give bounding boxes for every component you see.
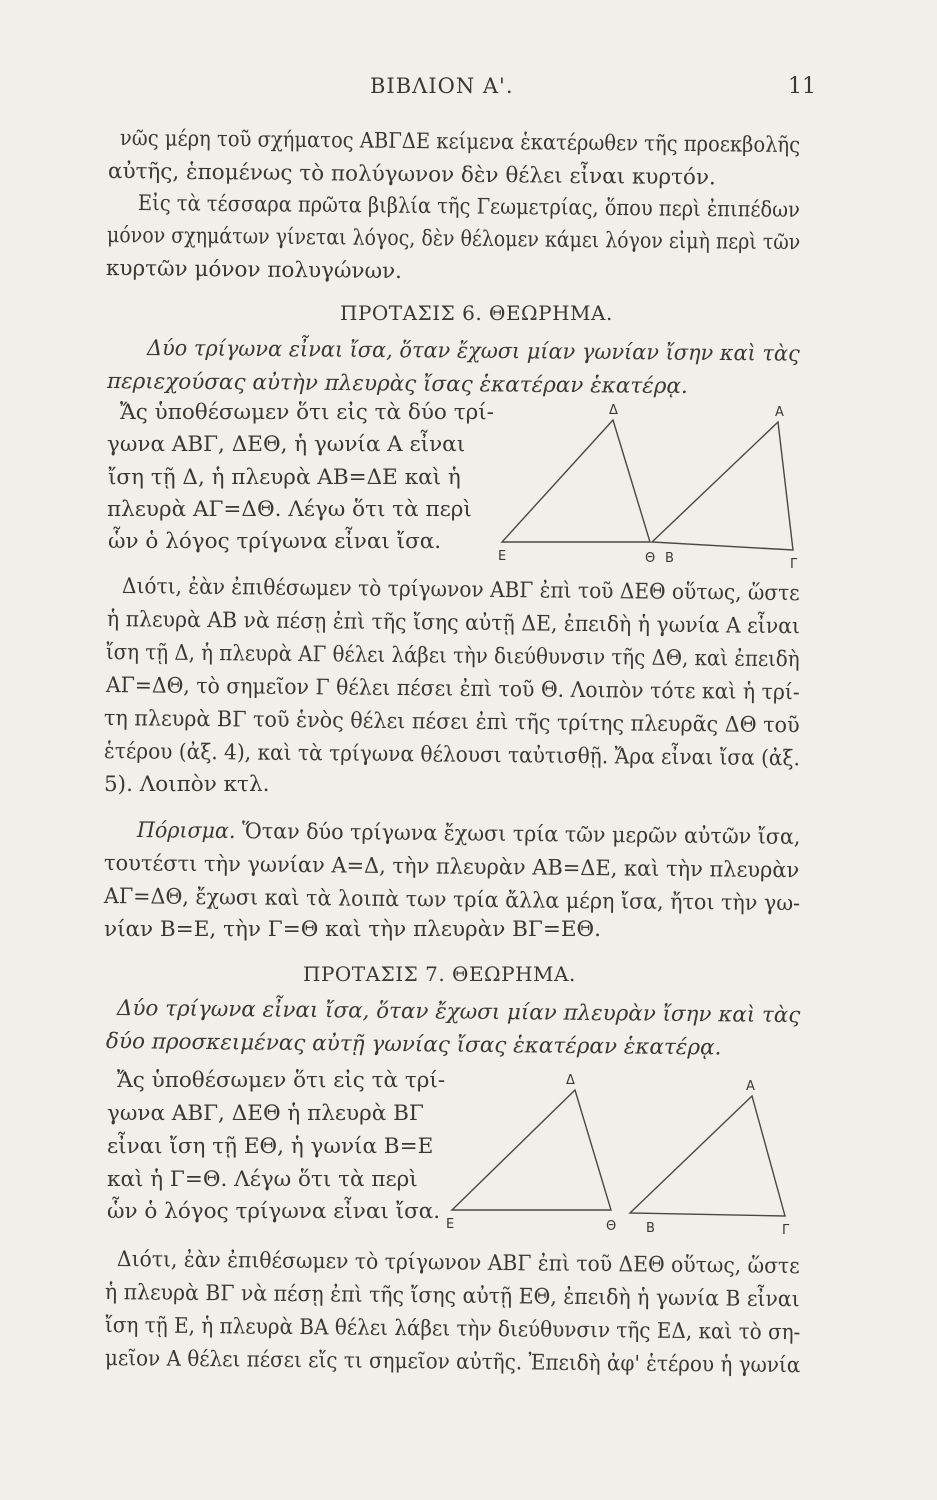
- text-line: κυρτῶν μόνον πολυγώνων.: [105, 256, 403, 285]
- hypothesis-line: ὧν ὁ λόγος τρίγωνα εἶναι ἴσα.: [108, 529, 442, 554]
- proof-line: Διότι, ἐὰν ἐπιθέσωμεν τὸ τρίγωνον ΑΒΓ ἐπὶ τοῦ ΔΕΘ οὕτως, ὥστε: [116, 1247, 800, 1280]
- vertex-label-G: Γ: [782, 1223, 790, 1238]
- vertex-label-D: Δ: [566, 1073, 575, 1088]
- corollary-text: Ὅταν δύο τρίγωνα ἔχωσι τρία τῶν μερῶν αὐτῶν ἴσα,: [241, 819, 801, 850]
- corollary-line: ΑΓ=ΔΘ, ἔχωσι καὶ τὰ λοιπὰ των τρία ἄλλα μέρη ἴσα, ἤτοι τὴν γω-: [103, 884, 801, 917]
- text-line: Εἰς τὰ τέσσαρα πρῶτα βιβλία τῆς Γεωμετρίας, ὅπου περὶ ἐπιπέδων: [137, 191, 800, 223]
- proposition-6-heading: ΠΡΟΤΑΣΙΣ 6. ΘΕΩΡΗΜΑ.: [340, 301, 613, 325]
- proof-line: ἴση τῇ Δ, ἡ πλευρὰ ΑΓ θέλει λάβει τὴν διεύθυνσιν τῆς ΔΘ, καὶ ἐπειδὴ: [105, 640, 800, 673]
- hypothesis-line: ἴση τῇ Δ, ἡ πλευρὰ ΑΒ=ΔΕ καὶ ἡ: [108, 465, 461, 490]
- proof-line: Διότι, ἐὰν ἐπιθέσωμεν τὸ τρίγωνον ΑΒΓ ἐπὶ τοῦ ΔΕΘ οὕτως, ὥστε: [121, 574, 800, 607]
- corollary-label: Πόρισμα.: [136, 818, 236, 845]
- text-line: νῶς μέρη τοῦ σχήματος ΑΒΓΔΕ κείμενα ἑκατέρωθεν τῆς προεκβολῆς: [119, 126, 801, 159]
- corollary-line: τουτέστι τὴν γωνίαν Α=Δ, τὴν πλευρὰν ΑΒ=ΔΕ, καὶ τὴν πλευρὰν: [103, 851, 800, 884]
- vertex-label-D: Δ: [609, 403, 618, 418]
- proof-line: ἑτέρου (ἀξ. 4), καὶ τὰ τρίγωνα θέλουσι ταὐτισθῇ. Ἄρα εἶναι ἴσα (ἀξ.: [103, 739, 801, 772]
- proof-line: ἡ πλευρὰ ΑΒ νὰ πέσῃ ἐπὶ τῆς ἴσης αὐτῇ ΔΕ, ἐπειδὴ ἡ γωνία Α εἶναι: [106, 607, 801, 640]
- hypothesis-line: καὶ ἡ Γ=Θ. Λέγω ὅτι τὰ περὶ: [107, 1167, 418, 1192]
- hypothesis-line: πλευρὰ ΑΓ=ΔΘ. Λέγω ὅτι τὰ περὶ: [107, 497, 472, 522]
- vertex-label-B: Β: [646, 1221, 655, 1236]
- proof-line: ΑΓ=ΔΘ, τὸ σημεῖον Γ θέλει πέσει ἐπὶ τοῦ Θ. Λοιπὸν τότε καὶ ἡ τρί-: [105, 673, 800, 706]
- proof-line: μεῖον Α θέλει πέσει εἴς τι σημεῖον αὐτῆς. Ἐπειδὴ ἀφ' ἑτέρου ἡ γωνία: [104, 1346, 801, 1379]
- hypothesis-line: Ἄς ὑποθέσωμεν ὅτι εἰς τὰ τρί-: [117, 1068, 446, 1093]
- vertex-label-TH: Θ: [606, 1219, 617, 1234]
- vertex-label-B: Β: [665, 551, 674, 566]
- hypothesis-line: ὧν ὁ λόγος τρίγωνα εἶναι ἴσα.: [107, 1199, 441, 1224]
- proof-line: ἴση τῇ Ε, ἡ πλευρὰ ΒΑ θέλει λάβει τὴν διεύθυνσιν τῆς ΕΔ, καὶ τὸ ση-: [104, 1313, 801, 1346]
- vertex-label-E: Ε: [498, 549, 507, 564]
- triangle-ABG: [652, 422, 793, 550]
- proposition-7-heading: ΠΡΟΤΑΣΙΣ 7. ΘΕΩΡΗΜΑ.: [303, 962, 576, 986]
- triangle-DEH: [452, 1090, 611, 1210]
- theorem-statement-line: δύο προσκειμένας αὐτῇ γωνίας ἴσας ἑκατέραν ἑκατέρᾳ.: [105, 1029, 722, 1061]
- proposition-6-figure: [490, 392, 810, 574]
- hypothesis-line: εἶναι ἴση τῇ ΕΘ, ἡ γωνία Β=Ε: [107, 1134, 434, 1159]
- hypothesis-line: γωνα ΑΒΓ, ΔΕΘ ἡ πλευρὰ ΒΓ: [107, 1101, 424, 1126]
- theorem-statement-line: Δύο τρίγωνα εἶναι ἴσα, ὅταν ἔχωσι μίαν γωνίαν ἴσην καὶ τὰς: [146, 336, 800, 367]
- vertex-label-A: Α: [775, 405, 784, 420]
- vertex-label-G: Γ: [790, 557, 798, 572]
- vertex-label-E: Ε: [446, 1217, 455, 1232]
- proof-line: 5). Λοιπὸν κτλ.: [104, 772, 270, 797]
- theorem-statement-line: Δύο τρίγωνα εἶναι ἴσα, ὅταν ἔχωσι μίαν πλευρὰν ἴσην καὶ τὰς: [116, 996, 801, 1029]
- proposition-7-figure: [440, 1068, 800, 1238]
- theorem-statement-line: περιεχούσας αὐτὴν πλευρὰς ἴσας ἑκατέραν ἑκατέρᾳ.: [106, 369, 688, 400]
- vertex-label-A: Α: [746, 1079, 755, 1094]
- triangle-DEH: [502, 420, 650, 542]
- text-line: αὐτῆς, ἑπομένως τὸ πολύγωνον δὲν θέλει εἶναι κυρτόν.: [107, 159, 716, 191]
- vertex-label-TH: Θ: [645, 551, 656, 566]
- corollary-line: νίαν Β=Ε, τὴν Γ=Θ καὶ τὴν πλευρὰν ΒΓ=ΕΘ.: [104, 917, 601, 942]
- hypothesis-line: Ἄς ὑποθέσωμεν ὅτι εἰς τὰ δύο τρί-: [120, 400, 494, 425]
- triangle-ABG: [630, 1096, 785, 1216]
- running-header: ΒΙΒΛΙΟΝ Α'.: [370, 74, 514, 98]
- proof-line: τη πλευρὰ ΒΓ τοῦ ἑνὸς θέλει πέσει ἐπὶ τῆς τρίτης πλευρᾶς ΔΘ τοῦ: [103, 706, 800, 739]
- proof-line: ἡ πλευρὰ ΒΓ νὰ πέσῃ ἐπὶ τῆς ἴσης αὐτῇ ΕΘ, ἐπειδὴ ἡ γωνία Β εἶναι: [104, 1280, 800, 1313]
- hypothesis-line: γωνα ΑΒΓ, ΔΕΘ, ἡ γωνία Α εἶναι: [107, 432, 466, 457]
- page-number: 11: [788, 74, 816, 99]
- corollary-line-first: [137, 818, 801, 851]
- text-line: μόνον σχημάτων γίνεται λόγος, δὲν θέλομεν κάμει λόγον εἰμὴ περὶ τῶν: [106, 223, 801, 256]
